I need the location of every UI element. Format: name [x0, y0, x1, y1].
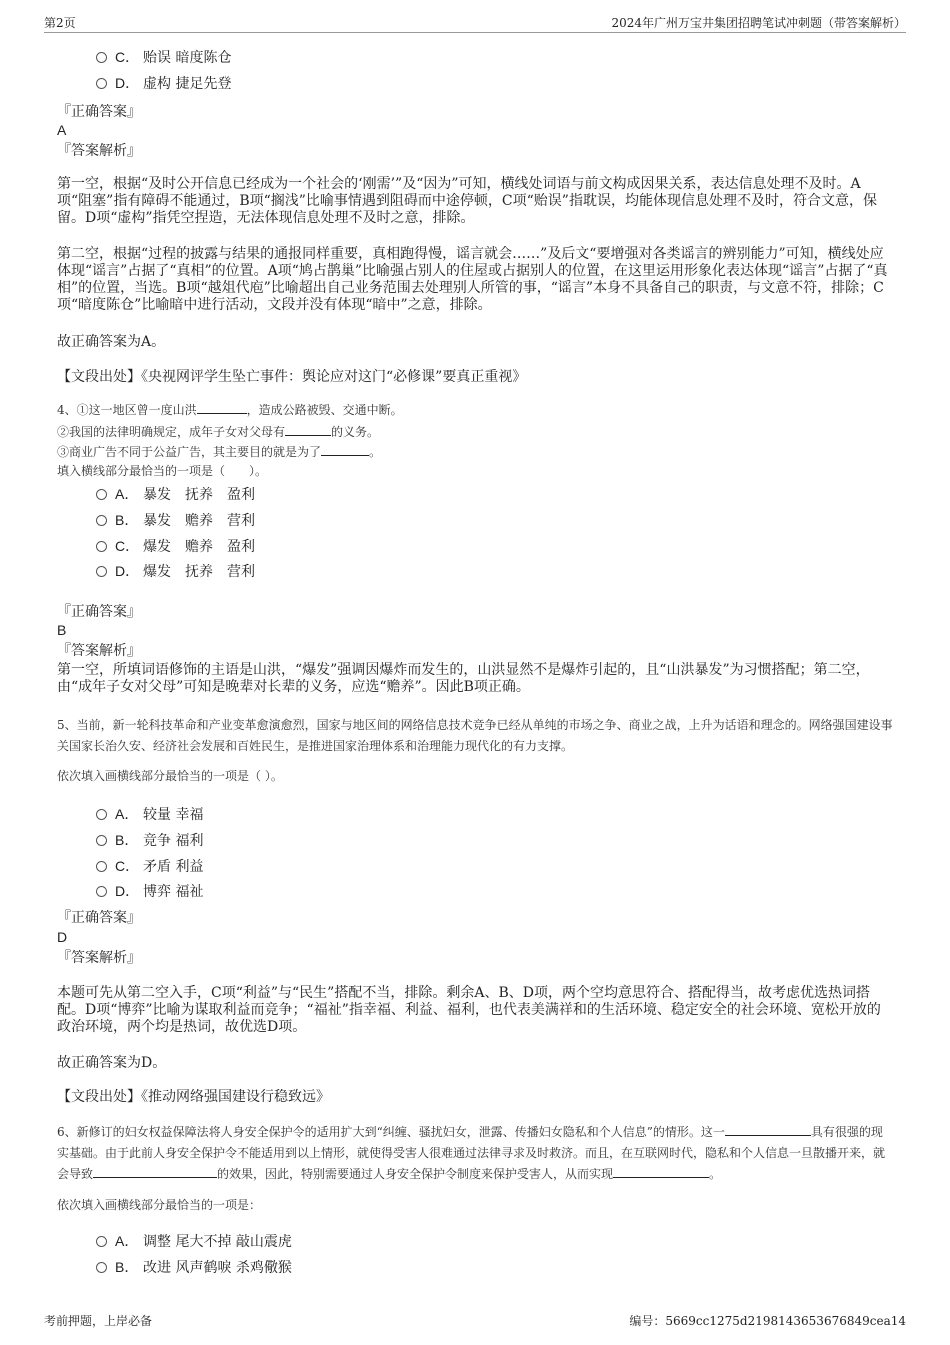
q5-question: 依次填入画横线部分最恰当的一项是（ ）。 — [57, 769, 283, 783]
radio-icon[interactable] — [96, 1262, 107, 1273]
q4-option-d[interactable]: D． 爆发 抚养 营利 — [96, 562, 255, 581]
page-header — [44, 10, 906, 33]
answer-label: 『正确答案』 — [57, 604, 141, 620]
radio-icon[interactable] — [96, 52, 107, 63]
fill-blank — [93, 1177, 217, 1178]
q4-stem-line: 4、①这一地区曾一度山洪 ，造成公路被毁、交通中断。 — [57, 403, 403, 417]
q4-question: 填入横线部分最恰当的一项是（ ）。 — [57, 464, 268, 478]
q5-option-d[interactable]: D． 博弈 福祉 — [96, 882, 203, 901]
answer-value: B — [57, 622, 67, 638]
q4-stem-line: ②我国的法律明确规定，成年子女对父母有 的义务。 — [57, 425, 380, 439]
q3-option-d[interactable]: D． 虚构 捷足先登 — [96, 74, 231, 93]
q4-option-b[interactable]: B． 暴发 赡养 营利 — [96, 511, 255, 530]
q4-stem-line: ③商业广告不同于公益广告，其主要目的就是为了 。 — [57, 445, 382, 459]
answer-label: 『正确答案』 — [57, 104, 141, 120]
q6-stem: 6、新修订的妇女权益保障法将人身安全保护令的适用扩大到“纠缠、骚扰妇女，泄露、传播妇女隐私和个人信息”的情形。这一 具有很强的现实基础。由于此前人身安全保护令不能适用到以上情形，就使得受害人很难通过法律寻求及时救济。而且，在互联网时代，隐私和个人信息一旦散播开来，就会导致 的效果，因此，特别需要通过人身安全保护令制度来保护受害人，从而实现 。 — [57, 1125, 886, 1181]
q6-option-a[interactable]: A． 调整 尾大不掉 敲山震虎 — [96, 1232, 292, 1251]
q6-option-b[interactable]: B． 改进 风声鹤唳 杀鸡儆猴 — [96, 1258, 292, 1277]
q5-stem: 5、当前，新一轮科技革命和产业变革愈演愈烈，国家与地区间的网络信息技术竞争已经从单纯的市场之争、商业之战，上升为话语和理念的。网络强国建设事关国家长治久安、经济社会发展和百姓民生，是推进国家治理体系和治理能力现代化的有力支撑。 — [57, 718, 893, 753]
radio-icon[interactable] — [96, 886, 107, 897]
analysis-label: 『答案解析』 — [57, 950, 141, 966]
conclusion: 故正确答案为D。 — [57, 1055, 167, 1071]
conclusion: 故正确答案为A。 — [57, 334, 166, 350]
analysis-paragraph: 第一空，根据“及时公开信息已经成为一个社会的‘刚需’”及“因为”可知，横线处词语与前文构成因果关系，表达信息处理不及时。A项“阻塞”指有障碍不能通过，B项“搁浅”比喻事情遇到阻碍而中途停顿，C项“贻误”指耽误，均能体现信息处理不及时，符合文意，保留。D项“虚构”指凭空捏造，无法体现信息处理不及时之意，排除。 — [57, 176, 877, 226]
source-citation: 【文段出处】《央视网评学生坠亡事件：舆论应对这门“必修课”要真正重视》 — [57, 369, 527, 385]
q4-option-c[interactable]: C． 爆发 赡养 盈利 — [96, 537, 255, 556]
q6-question: 依次填入画横线部分最恰当的一项是： — [57, 1198, 262, 1212]
fill-blank — [613, 1177, 709, 1178]
q5-option-c[interactable]: C． 矛盾 利益 — [96, 857, 203, 876]
q4-option-a[interactable]: A． 暴发 抚养 盈利 — [96, 485, 255, 504]
analysis-label: 『答案解析』 — [57, 643, 141, 659]
fill-blank — [285, 435, 331, 436]
fill-blank — [197, 413, 247, 414]
radio-icon[interactable] — [96, 489, 107, 500]
radio-icon[interactable] — [96, 566, 107, 577]
q3-option-c[interactable]: C． 贻误 暗度陈仓 — [96, 48, 231, 67]
page-number: 第2页 — [44, 16, 76, 30]
analysis-paragraph: 本题可先从第二空入手，C项“利益”与“民生”搭配不当，排除。剩余A、B、D项，两个空均意思符合、搭配得当，故考虑优选热词搭配。D项“博弈”比喻为谋取利益而竞争；“福祉”指幸福、利益、福利，也代表美满祥和的生活环境、稳定安全的社会环境、宽松开放的政治环境，两个均是热词，故优选D项。 — [57, 985, 881, 1035]
radio-icon[interactable] — [96, 515, 107, 526]
radio-icon[interactable] — [96, 78, 107, 89]
answer-value: D — [57, 929, 68, 945]
radio-icon[interactable] — [96, 835, 107, 846]
analysis-paragraph: 第二空，根据“过程的披露与结果的通报同样重要，真相跑得慢，谣言就会……”及后文“要增强对各类谣言的辨别能力”可知，横线处应体现“谣言”占据了“真相”的位置。A项“鸠占鹊巢”比喻强占别人的住屋或占据别人的位置，在这里运用形象化表达体现“谣言”占据了“真相”的位置，当选。B项“越俎代庖”比喻超出自己业务范围去处理别人所管的事，“谣言”本身不具备自己的职责，与文意不符，排除；C项“暗度陈仓”比喻暗中进行活动，文段并没有体现“暗中”之意，排除。 — [57, 246, 888, 313]
answer-value: A — [57, 122, 67, 138]
footer-slogan: 考前押题，上岸必备 — [44, 1314, 153, 1328]
radio-icon[interactable] — [96, 541, 107, 552]
fill-blank — [321, 455, 369, 456]
radio-icon[interactable] — [96, 809, 107, 820]
answer-label: 『正确答案』 — [57, 910, 141, 926]
q5-option-b[interactable]: B． 竞争 福利 — [96, 831, 203, 850]
source-citation: 【文段出处】《推动网络强国建设行稳致远》 — [57, 1089, 330, 1105]
radio-icon[interactable] — [96, 1236, 107, 1247]
radio-icon[interactable] — [96, 861, 107, 872]
document-code: 编号：5669cc1275d2198143653676849cea14 — [629, 1314, 906, 1328]
analysis-paragraph: 第一空，所填词语修饰的主语是山洪，“爆发”强调因爆炸而发生的，山洪显然不是爆炸引起的，且“山洪暴发”为习惯搭配；第二空，由“成年子女对父母”可知是晚辈对长辈的义务，应选“赡养”。因此B项正确。 — [57, 662, 870, 695]
document-title: 2024年广州万宝井集团招聘笔试冲刺题（带答案解析） — [611, 16, 906, 30]
fill-blank — [725, 1135, 811, 1136]
analysis-label: 『答案解析』 — [57, 143, 141, 159]
q5-option-a[interactable]: A． 较量 幸福 — [96, 805, 203, 824]
